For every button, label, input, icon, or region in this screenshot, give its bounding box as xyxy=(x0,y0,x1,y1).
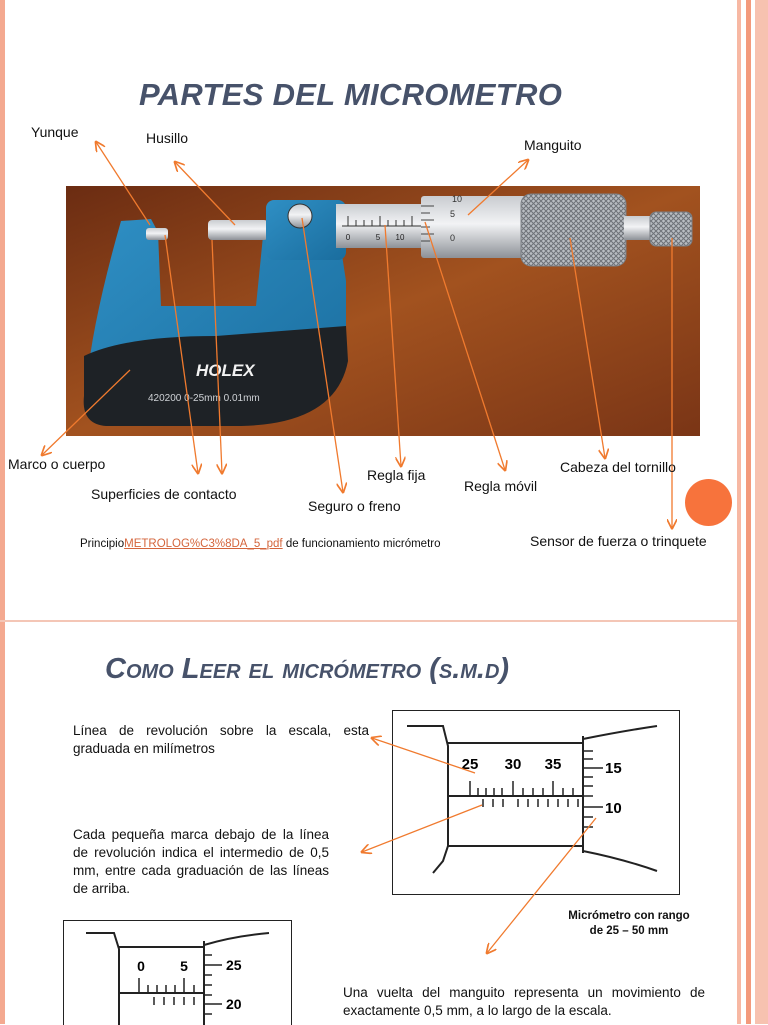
arrow-pequena-marca xyxy=(362,805,482,852)
thimble-number: 0 xyxy=(450,233,456,243)
arrow-superficies-1 xyxy=(165,235,198,473)
arrow-manguito xyxy=(468,160,528,215)
diagram2-thimble-number: 25 xyxy=(226,957,242,973)
diagram1-thimble-number: 10 xyxy=(605,800,622,817)
label-sensor: Sensor de fuerza o trinquete xyxy=(530,533,707,549)
metrologia-link[interactable]: METROLOG%C3%8DA_5_pdf xyxy=(124,538,283,550)
sleeve-number: 5 xyxy=(375,233,381,242)
label-yunque: Yunque xyxy=(31,124,79,140)
sleeve-number: 10 xyxy=(395,233,405,242)
principio-prefix: Principio xyxy=(80,538,125,550)
arrow-superficies-2 xyxy=(212,240,222,473)
arrow-marco xyxy=(42,370,130,455)
section1-title: PARTES DEL MICROMETRO xyxy=(139,77,563,112)
arrow-cabeza xyxy=(570,238,605,458)
caption-line1: Micrómetro con rango xyxy=(568,910,690,922)
diagram1-sleeve-number: 35 xyxy=(544,756,562,773)
arrow-regla-fija xyxy=(385,225,401,466)
diagram1-sleeve-number: 30 xyxy=(504,756,522,773)
arrow-revolucion xyxy=(372,738,475,773)
reading-arrows xyxy=(0,620,737,1024)
label-cabeza: Cabeza del tornillo xyxy=(560,459,676,475)
diagram1-sleeve-number: 25 xyxy=(461,756,479,773)
diagram-caption xyxy=(558,909,700,939)
label-regla-movil: Regla móvil xyxy=(464,478,538,494)
label-seguro: Seguro o freno xyxy=(308,498,401,514)
slide-border-right xyxy=(737,0,768,1024)
decorative-circle xyxy=(685,479,732,526)
principio-suffix: de funcionamiento micrómetro xyxy=(282,538,441,550)
label-manguito: Manguito xyxy=(524,137,582,153)
diagram2-sleeve-number: 5 xyxy=(180,958,188,974)
para-vuelta: Una vuelta del manguito representa un movimiento de exactamente 0,5 mm, a lo largo de la escala. xyxy=(343,985,705,1018)
label-husillo: Husillo xyxy=(146,130,189,146)
principio-line xyxy=(80,538,441,550)
diagram2-sleeve-number: 0 xyxy=(137,958,145,974)
diagram1-thimble-number: 15 xyxy=(605,760,622,777)
label-superficies: Superficies de contacto xyxy=(91,486,237,502)
label-regla-fija: Regla fija xyxy=(367,467,426,483)
thimble-number: 5 xyxy=(450,209,456,219)
label-marco: Marco o cuerpo xyxy=(8,456,106,472)
sleeve-number: 0 xyxy=(345,233,351,242)
arrow-husillo xyxy=(175,162,235,225)
arrow-regla-movil xyxy=(425,222,505,470)
brand-text: HOLEX xyxy=(196,361,255,380)
diagram2-thimble-number: 20 xyxy=(226,996,242,1012)
arrow-seguro xyxy=(302,218,343,492)
section2-title: Como Leer el micrómetro (s.m.d) xyxy=(105,653,510,685)
thimble-number: 10 xyxy=(452,194,463,204)
spec-text: 420200 0-25mm 0.01mm xyxy=(148,393,260,404)
arrow-yunque xyxy=(96,142,150,225)
para-revolucion: Línea de revolución sobre la escala, esta graduada en milímetros xyxy=(73,723,369,756)
para-pequena-marca: Cada pequeña marca debajo de la línea de revolución indica el intermedio de 0,5 mm, entre cada graduación de las líneas de arriba. xyxy=(73,827,329,896)
caption-line2: de 25 – 50 mm xyxy=(589,925,669,937)
